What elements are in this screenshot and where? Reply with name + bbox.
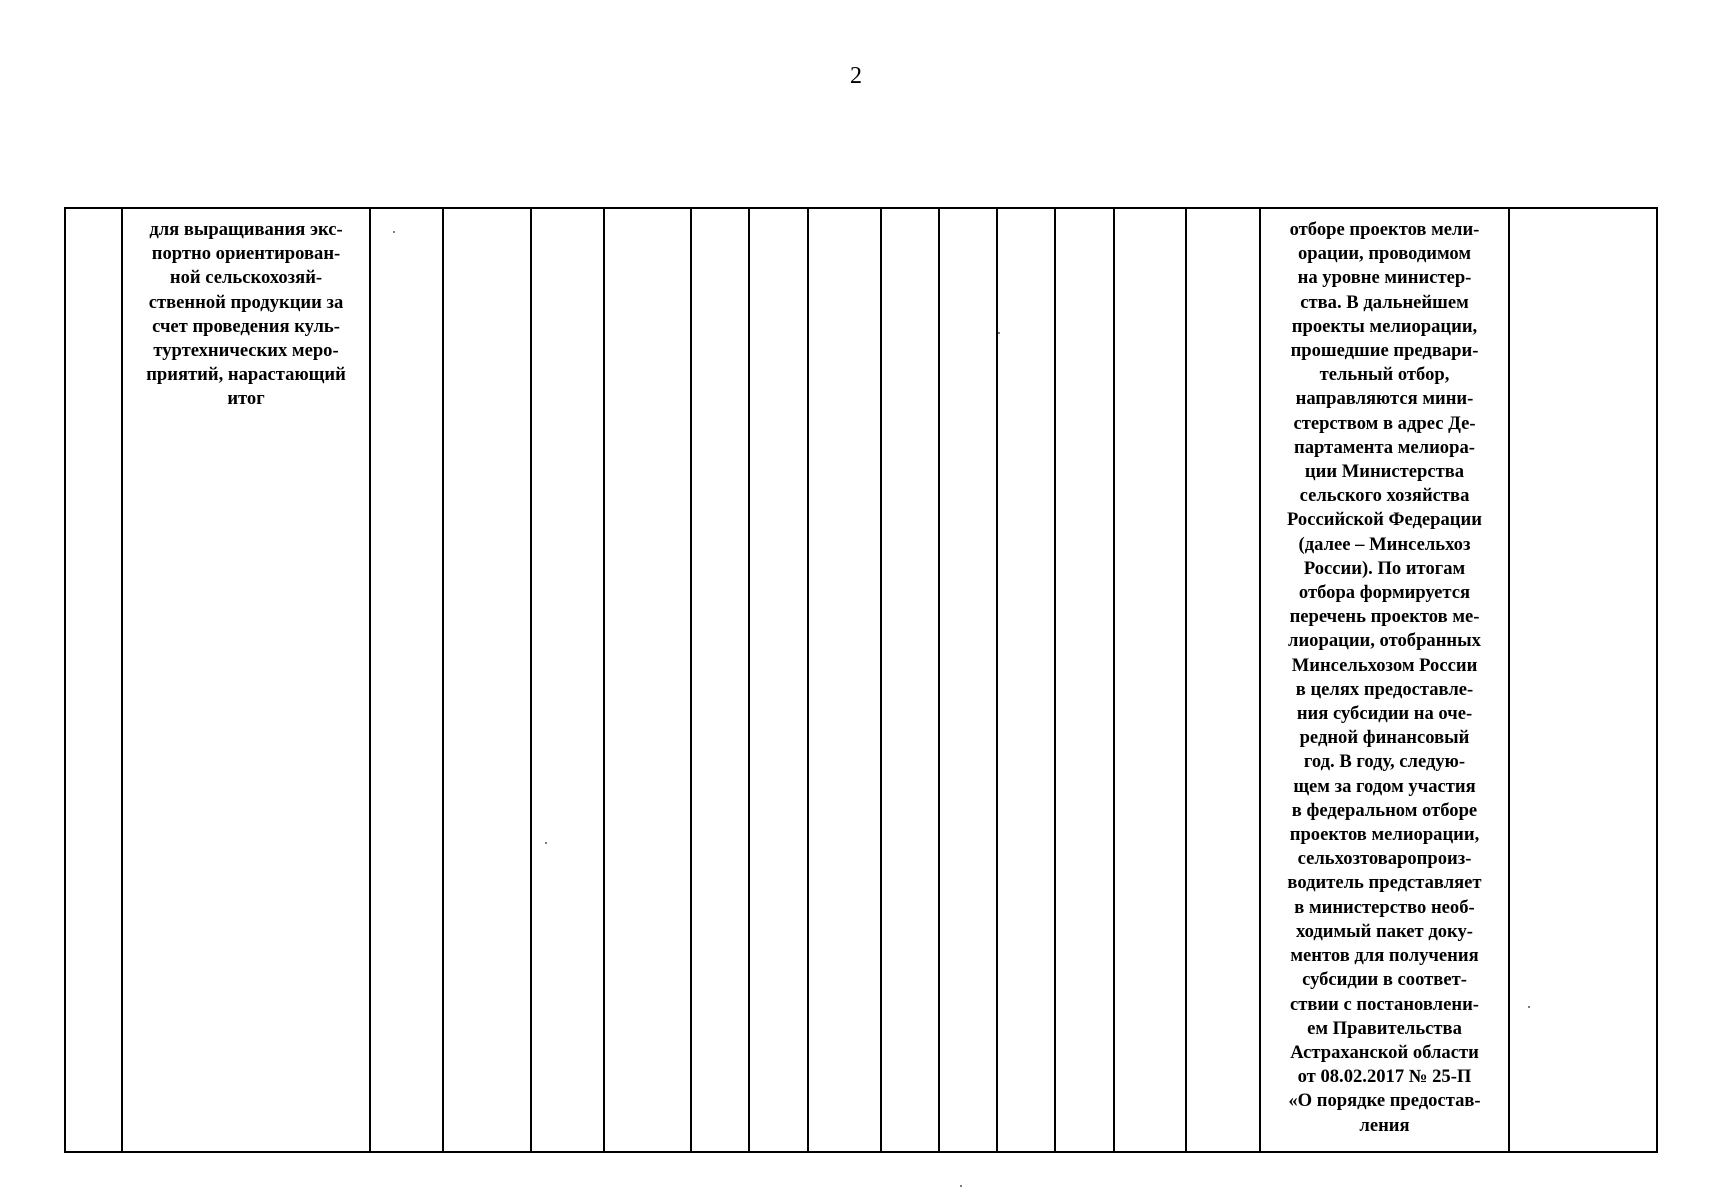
scan-speck: [1528, 1006, 1530, 1008]
cell-value-8: [939, 208, 997, 1152]
scan-speck: [960, 1185, 962, 1187]
cell-source: [1509, 208, 1657, 1152]
methodology-line: «О порядке предостав-: [1288, 1090, 1481, 1112]
cell-value-12: [1186, 208, 1260, 1152]
indicator-name-line: ной сельскохозяй-: [169, 267, 323, 289]
methodology-line: прошедшие предвари-: [1290, 340, 1479, 362]
methodology-line: водитель представляет: [1287, 872, 1482, 894]
cell-value-6: [808, 208, 881, 1152]
methodology-line: ления: [1359, 1114, 1410, 1136]
methodology-line: в федеральном отборе: [1291, 799, 1478, 821]
methodology-line: субсидии в соответ-: [1302, 969, 1467, 991]
methodology-line: (далее – Минсельхоз: [1298, 533, 1471, 555]
cell-number: [65, 208, 122, 1152]
cell-value-4: [691, 208, 749, 1152]
cell-value-3: [604, 208, 691, 1152]
methodology-line: щем за годом участия: [1293, 775, 1476, 797]
indicator-name-line: портно ориентирован-: [151, 243, 341, 265]
cell-value-1: [443, 208, 531, 1152]
scan-speck: [393, 231, 395, 233]
methodology-line: в министерство необ-: [1294, 896, 1475, 918]
cell-value-11: [1114, 208, 1186, 1152]
methodology-line: в целях предоставле-: [1295, 678, 1474, 700]
methodology-text: [1261, 209, 1508, 1138]
indicator-name-line: для выращивания экс-: [149, 219, 343, 240]
methodology-line: сельского хозяйства: [1299, 485, 1470, 507]
methodology-line: лиорации, отобранных: [1288, 630, 1481, 652]
methodology-line: ции Министерства: [1304, 461, 1465, 483]
methodology-line: проектов мелиорации,: [1289, 824, 1480, 846]
methodology-line: отборе проектов мели-: [1289, 219, 1480, 240]
methodology-line: перечень проектов ме-: [1289, 606, 1480, 628]
methodology-line: Российской Федерации: [1287, 509, 1482, 531]
table-row: [65, 208, 1657, 1152]
scan-speck: [998, 332, 1000, 334]
cell-methodology: [1260, 208, 1509, 1152]
indicator-name-line: приятий, нарастающий: [146, 364, 346, 386]
methodology-line: направляются мини-: [1295, 388, 1474, 410]
cell-indicator-name: [122, 208, 370, 1152]
methodology-line: Астраханской области: [1290, 1041, 1479, 1063]
indicator-name-line: итог: [227, 388, 265, 410]
methodology-line: России). По итогам: [1303, 557, 1466, 579]
methodology-line: Минсельхозом России: [1291, 654, 1478, 676]
methodology-line: ства. В дальнейшем: [1300, 291, 1469, 313]
methodology-line: орации, проводимом: [1297, 243, 1472, 265]
methodology-line: тельный отбор,: [1319, 364, 1450, 386]
indicator-name-line: туртехнических меро-: [153, 340, 339, 362]
methodology-line: ния субсидии на оче-: [1296, 703, 1473, 725]
indicator-name-line: ственной продукции за: [148, 291, 344, 313]
scan-speck: [545, 842, 547, 844]
methodology-line: от 08.02.2017 № 25-П: [1297, 1066, 1472, 1088]
methodology-line: стерством в адрес Де-: [1293, 412, 1476, 434]
methodology-line: ствии с постановлени-: [1290, 993, 1479, 1015]
methodology-line: ем Правительства: [1307, 1017, 1462, 1039]
methodology-line: проекты мелиорации,: [1291, 315, 1478, 337]
page-number: 2: [850, 63, 862, 89]
methodology-line: сельхозтоваропроиз-: [1297, 848, 1472, 870]
methodology-line: ходимый пакет доку-: [1296, 920, 1473, 942]
cell-value-7: [881, 208, 939, 1152]
methodology-line: на уровне министер-: [1297, 267, 1472, 289]
document-table: [64, 207, 1658, 1153]
cell-value-10: [1055, 208, 1114, 1152]
cell-value-9: [997, 208, 1055, 1152]
methodology-line: ментов для получения: [1290, 945, 1479, 967]
indicator-name-line: счет проведения куль-: [152, 315, 340, 337]
indicator-name-text: [123, 209, 369, 412]
methodology-line: партамента мелиора-: [1294, 436, 1475, 458]
methodology-line: редной финансовый: [1299, 727, 1470, 749]
methodology-line: отбора формируется: [1298, 582, 1471, 604]
cell-unit: [370, 208, 443, 1152]
cell-value-5: [749, 208, 808, 1152]
cell-value-2: [531, 208, 604, 1152]
methodology-line: год. В году, следую-: [1303, 751, 1466, 773]
